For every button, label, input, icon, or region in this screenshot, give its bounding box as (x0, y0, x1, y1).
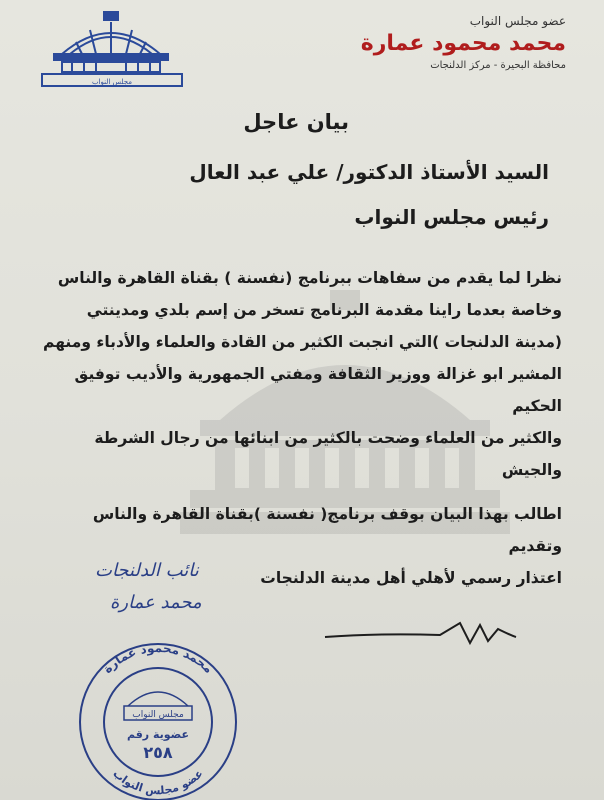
stamp-membership-number: ٢٥٨ (143, 743, 173, 762)
stamp-bottom-text: عضو مجلس النواب (110, 766, 206, 798)
body-line: والكثير من العلماء وضحت بالكثير من ابنائها من رجال الشرطة (94, 429, 562, 447)
addressee-role: رئيس مجلس النواب (354, 205, 549, 229)
signature-scribble-icon (320, 615, 520, 655)
request-line: اعتذار رسمي لأهلي أهل مدينة الدلنجات (260, 569, 562, 587)
svg-text:محمد محمود عمارة (100, 641, 215, 676)
member-title: عضو مجلس النواب (469, 14, 566, 28)
member-name: محمد محمود عمارة (360, 31, 566, 56)
signature-title: نائب الدلنجات (95, 560, 199, 581)
body-line: وخاصة بعدما راينا مقدمة البرنامج تسخر من إسم بلدي ومدينتي (86, 301, 562, 319)
signature-name: محمد عمارة (110, 592, 202, 613)
logo-caption: مجلس النواب (91, 78, 133, 86)
body-line: المشير ابو غزالة ووزير الثقافة ومفتي الجمهورية والأديب توفيق الحكيم (74, 365, 562, 415)
letter-body (42, 262, 562, 594)
stamp-caption: مجلس النواب (132, 710, 184, 720)
letterhead (346, 14, 566, 71)
body-line: نظرا لما يقدم من سفاهات ببرنامج (نفسنة ) بقناة القاهرة والناس (57, 269, 562, 287)
letter-title: بيان عاجل (243, 110, 349, 134)
addressee-name: السيد الأستاذ الدكتور/ علي عبد العال (189, 160, 549, 184)
body-line: والجيش (501, 461, 562, 479)
parliament-logo-icon (40, 10, 185, 90)
official-stamp-icon (68, 640, 248, 800)
request-line: اطالب بهذا البيان بوقف برنامج( نفسنة )بقناة القاهرة والناس وتقديم (92, 505, 562, 555)
member-location: محافظة البحيرة - مركز الدلنجات (430, 60, 566, 71)
stamp-outer-text: محمد محمود عمارة (100, 640, 216, 676)
body-line: (مدينة الدلنجات )التي انجبت الكثير من القادة والعلماء والأدباء ومنهم (43, 333, 562, 351)
stamp-membership-label: عضوية رقم (126, 728, 190, 741)
